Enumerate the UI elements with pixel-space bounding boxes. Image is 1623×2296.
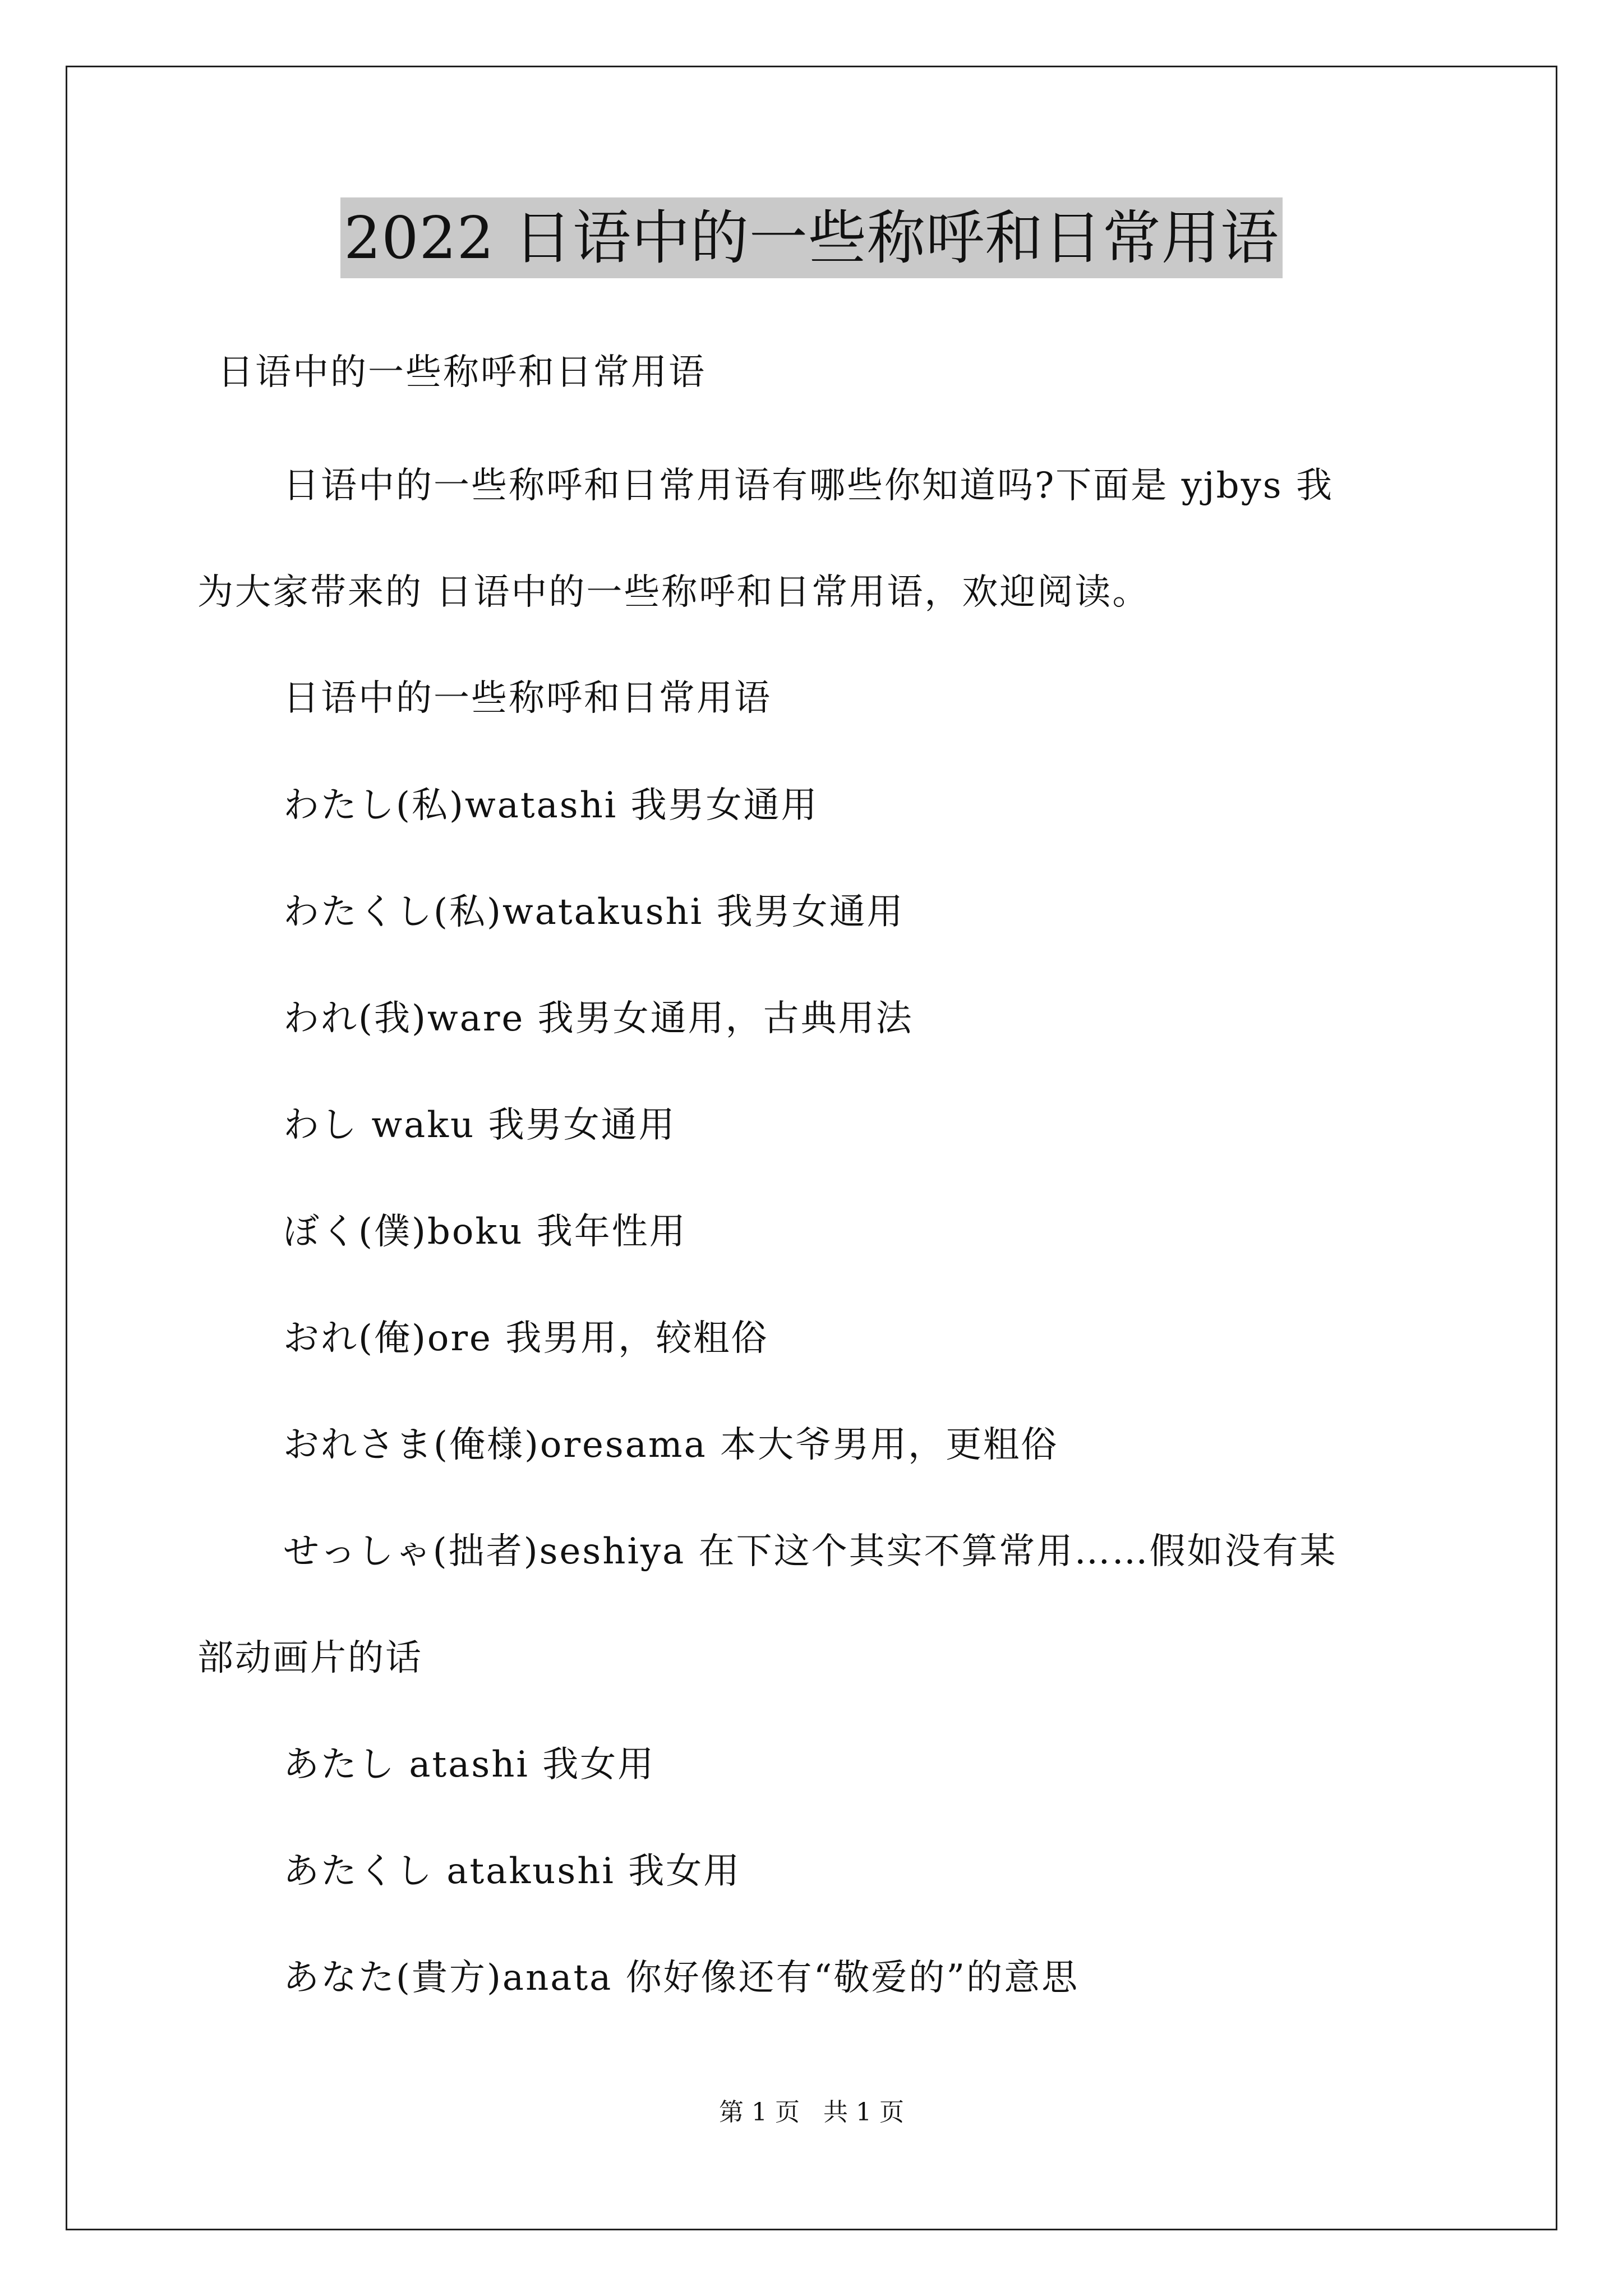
page-footer [0,2097,1623,2128]
paragraph-line: わし waku 我男女通用 [283,1105,676,1146]
document-title: 2022 日语中的一些称呼和日常用语 [340,197,1283,278]
paragraph-line: わたし(私)watashi 我男女通用 [283,785,819,826]
paragraph-line: あなた(貴方)anata 你好像还有“敬爱的”的意思 [283,1957,1080,1999]
paragraph-line: ぼく(僕)boku 我年性用 [283,1211,687,1253]
paragraph-line: 部动画片的话 [197,1637,423,1679]
document-subtitle: 日语中的一些称呼和日常用语 [218,352,706,393]
paragraph-line: われ(我)ware 我男女通用，古典用法 [283,998,914,1039]
page-number-total: 共 1 页 [823,2098,904,2127]
page-number-current: 第 1 页 [719,2098,800,2127]
paragraph-line: 日语中的一些称呼和日常用语有哪些你知道吗?下面是 yjbys 我 [283,465,1334,507]
paragraph-line: あたくし atakushi 我女用 [283,1851,741,1892]
paragraph-line: おれさま(俺様)oresama 本大爷男用，更粗俗 [283,1424,1059,1466]
paragraph-line: せっしゃ(拙者)seshiya 在下这个其实不算常用……假如没有某 [283,1531,1338,1572]
paragraph-line: 日语中的一些称呼和日常用语 [283,678,772,719]
paragraph-line: おれ(俺)ore 我男用，较粗俗 [283,1318,769,1359]
paragraph-line: 为大家带来的 日语中的一些称呼和日常用语，欢迎阅读。 [197,572,1150,613]
paragraph-line: わたくし(私)watakushi 我男女通用 [283,891,905,933]
title-container [0,197,1623,278]
paragraph-line: あたし atashi 我女用 [283,1744,656,1786]
